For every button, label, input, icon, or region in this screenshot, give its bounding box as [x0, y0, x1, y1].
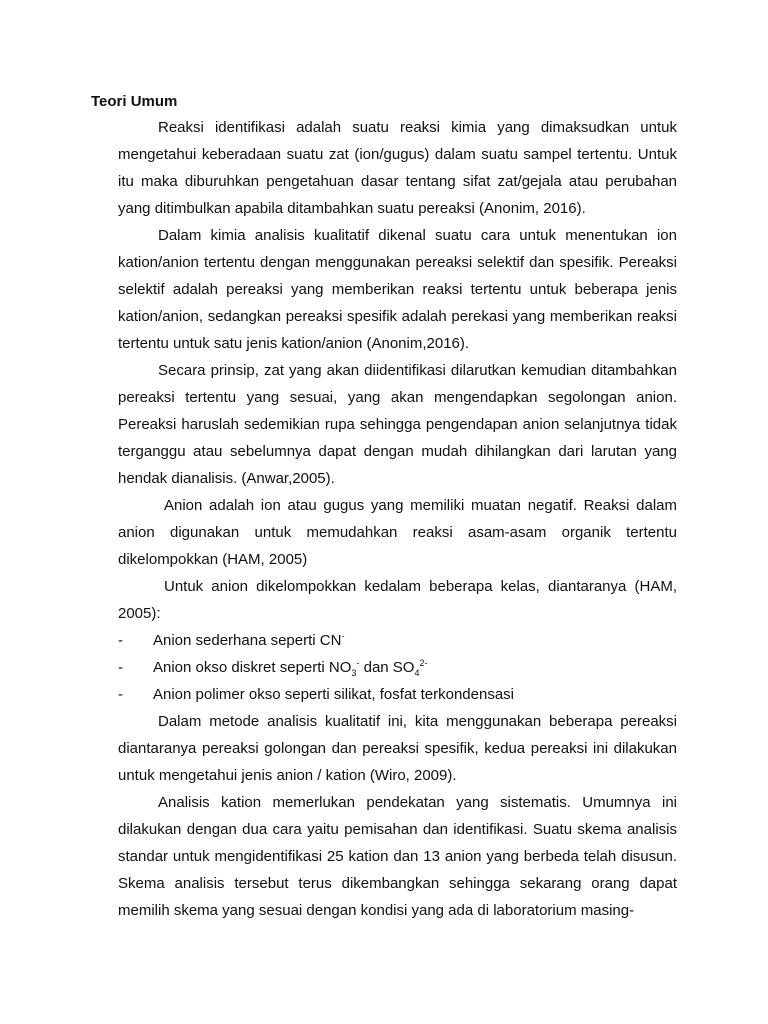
section-heading: Teori Umum	[91, 93, 178, 110]
list-item-anion-polimer	[118, 681, 677, 708]
paragraph-metode-analisis: Dalam metode analisis kualitatif ini, kita menggunakan beberapa pereaksi diantaranya pereaksi golongan dan pereaksi spesifik, kedua pereaksi ini dilakukan untuk mengetahui jenis anion / kation (Wiro, 2009).	[118, 713, 677, 784]
list-item-text	[153, 627, 677, 654]
anion-sederhana-text: Anion sederhana seperti CN	[153, 632, 342, 649]
paragraph-analisis-kation: Analisis kation memerlukan pendekatan yang sistematis. Umumnya ini dilakukan dengan dua cara yaitu pemisahan dan identifikasi. Suatu skema analisis standar untuk mengidentifikasi 25 kation dan 13 anion yang berbeda telah disusun. Skema analisis tersebut terus dikembangkan sehingga sekarang orang dapat memilih skema yang sesuai dengan kondisi yang ada di laboratorium masing-	[118, 794, 677, 919]
document-body	[118, 114, 677, 924]
paragraph-anion-kelas: Untuk anion dikelompokkan kedalam beberapa kelas, diantaranya (HAM, 2005):	[118, 578, 677, 622]
no3-subscript: 3	[351, 668, 357, 678]
so4-subscript: 4	[414, 668, 420, 678]
paragraph-anion-definisi: Anion adalah ion atau gugus yang memiliki muatan negatif. Reaksi dalam anion digunakan untuk memudahkan reaksi asam-asam organik tertentu dikelompokkan (HAM, 2005)	[118, 497, 677, 568]
anion-polimer-text: Anion polimer okso seperti silikat, fosfat terkondensasi	[153, 686, 515, 703]
list-dash: -	[118, 686, 123, 703]
so4-charge: 2-	[419, 658, 428, 668]
anion-okso-connector: dan SO	[359, 659, 415, 676]
no3-charge: -	[356, 658, 360, 668]
list-dash: -	[118, 659, 123, 676]
list-dash: -	[118, 632, 123, 649]
paragraph-reaksi-identifikasi: Reaksi identifikasi adalah suatu reaksi kimia yang dimaksudkan untuk mengetahui keberadaan suatu zat (ion/gugus) dalam suatu sampel tertentu. Untuk itu maka diburuhkan pengetahuan dasar tentang sifat zat/gejala atau perubahan yang ditimbulkan apabila ditambahkan suatu pereaksi (Anonim, 2016).	[118, 119, 677, 217]
paragraph-secara-prinsip: Secara prinsip, zat yang akan diidentifikasi dilarutkan kemudian ditambahkan pereaksi tertentu yang sesuai, yang akan mengendapkan segolongan anion. Pereaksi haruslah sedemikian rupa sehingga pengendapan anion selanjutnya tidak terganggu atau sebelumnya dapat dengan mudah dihilangkan dari larutan yang hendak dianalisis. (Anwar,2005).	[118, 362, 677, 487]
cn-charge: -	[341, 631, 345, 641]
list-item-text	[153, 654, 677, 681]
list-item-anion-okso	[118, 654, 677, 681]
list-item-anion-sederhana	[118, 627, 677, 654]
anion-okso-text: Anion okso diskret seperti NO	[153, 659, 352, 676]
paragraph-kimia-analisis: Dalam kimia analisis kualitatif dikenal suatu cara untuk menentukan ion kation/anion tertentu dengan menggunakan pereaksi selektif dan spesifik. Pereaksi selektif adalah pereaksi yang memberikan reaksi tertentu untuk beberapa jenis kation/anion, sedangkan pereaksi spesifik adalah perekasi yang memberikan reaksi tertentu untuk satu jenis kation/anion (Anonim,2016).	[118, 227, 677, 352]
